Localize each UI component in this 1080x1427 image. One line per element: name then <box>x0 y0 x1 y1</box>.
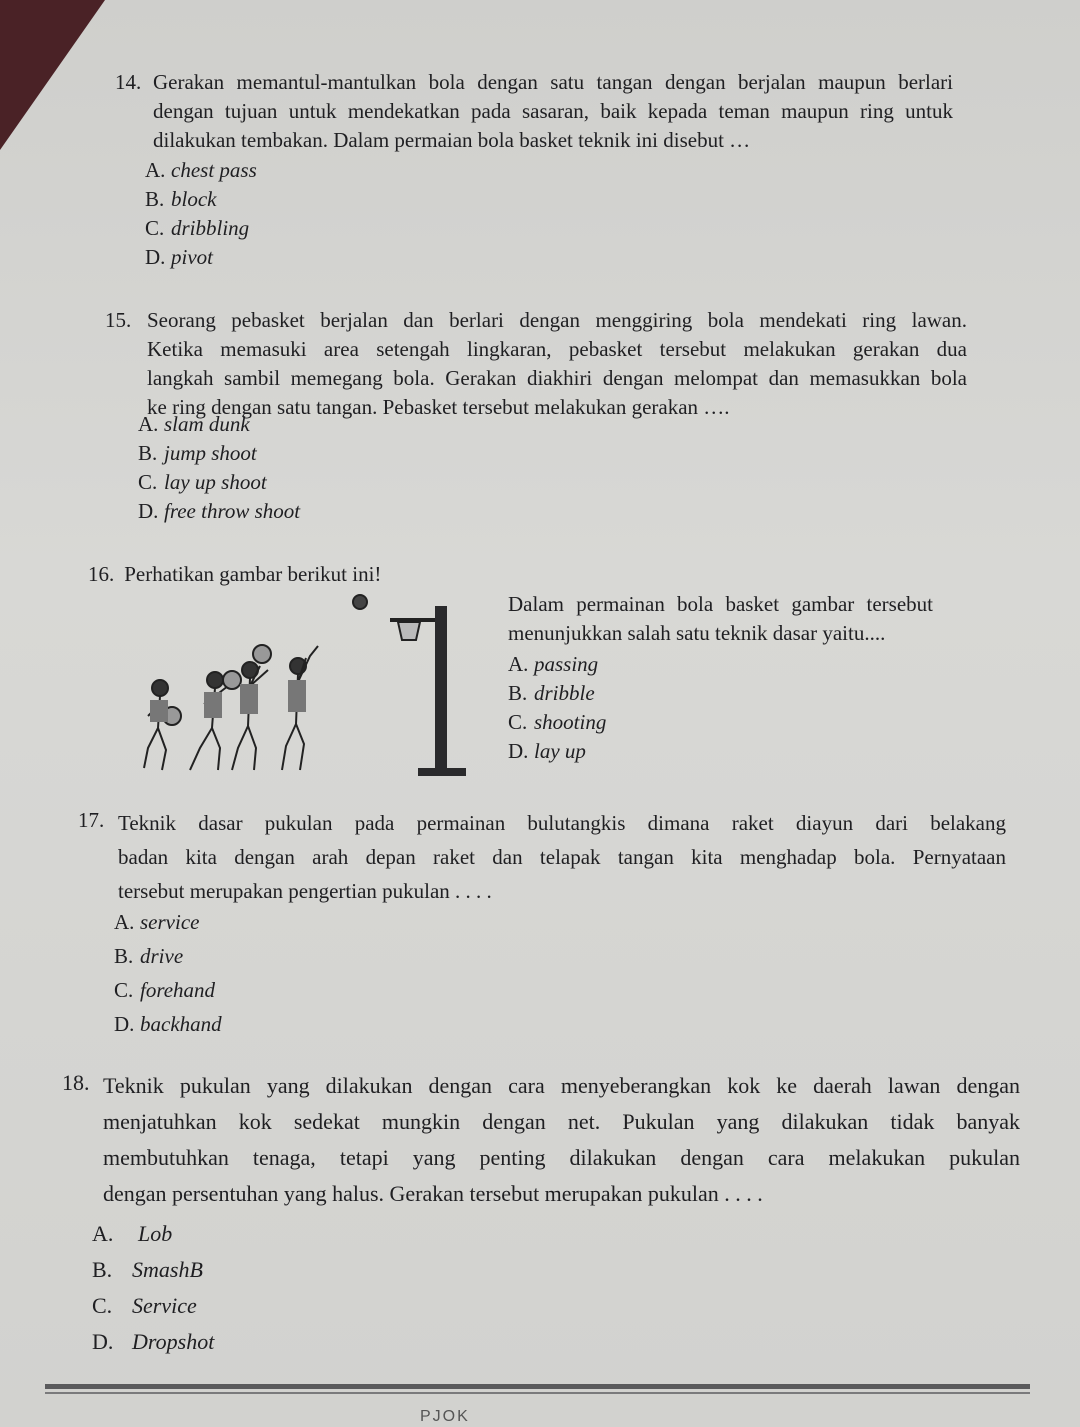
player-figure-3 <box>232 645 271 770</box>
option-b[interactable]: B. jump shoot <box>138 441 257 465</box>
option-a[interactable]: A. passing <box>508 652 599 676</box>
option-b[interactable]: B. drive <box>114 944 184 968</box>
options-15 <box>138 410 300 526</box>
question-text-line: Teknik pukulan yang dilakukan dengan cara menyeberangkan kok ke daerah lawan dengan <box>103 1073 1020 1098</box>
player-figure-4 <box>282 646 318 770</box>
question-16 <box>88 560 381 589</box>
question-text-line: dengan persentuhan yang halus. Gerakan tersebut merupakan pukulan . . . . <box>103 1181 763 1206</box>
question-text-line: dilakukan tembakan. Dalam permaian bola basket teknik ini disebut … <box>153 128 751 152</box>
options-14 <box>145 156 257 272</box>
option-c[interactable]: C. Service <box>92 1293 197 1318</box>
question-text-line: menunjukkan salah satu teknik dasar yaitu.... <box>508 621 886 645</box>
question-intro: Perhatikan gambar berikut ini! <box>124 562 382 586</box>
option-a[interactable]: A. chest pass <box>145 158 257 182</box>
option-b[interactable]: B. SmashB <box>92 1257 203 1282</box>
option-a[interactable]: A. Lob <box>92 1221 173 1246</box>
option-d[interactable]: D. Dropshot <box>92 1329 215 1354</box>
option-d[interactable]: D. free throw shoot <box>138 499 301 523</box>
footer-rule <box>45 1384 1030 1389</box>
question-text-line: Gerakan memantul-mantulkan bola dengan satu tangan dengan berjalan maupun berlari <box>153 70 953 94</box>
question-number: 14. <box>115 70 142 94</box>
question-text-line: ke ring dengan satu tangan. Pebasket tersebut melakukan gerakan …. <box>147 395 730 419</box>
option-a[interactable]: A. service <box>114 910 200 934</box>
option-c[interactable]: C. forehand <box>114 978 216 1002</box>
question-text-line: langkah sambil memegang bola. Gerakan diakhiri dengan melompat dan memasukkan bola <box>147 366 967 390</box>
basketball-shooting-illustration <box>120 588 480 788</box>
page-corner-shadow <box>0 0 105 150</box>
question-text-line: membutuhkan tenaga, tetapi yang penting dilakukan dengan cara melakukan pukulan <box>103 1145 1020 1170</box>
option-c[interactable]: C. shooting <box>508 710 607 734</box>
option-c[interactable]: C. dribbling <box>145 216 250 240</box>
player-figure-1 <box>144 680 181 770</box>
question-text-line: Dalam permainan bola basket gambar tersebut <box>508 592 933 616</box>
question-text-line: Ketika memasuki area setengah lingkaran, pebasket tersebut melakukan gerakan dua <box>147 337 967 361</box>
option-d[interactable]: D. lay up <box>508 739 586 763</box>
option-c[interactable]: C. lay up shoot <box>138 470 267 494</box>
question-number: 15. <box>105 308 132 332</box>
option-d[interactable]: D. pivot <box>145 245 213 269</box>
hoop-pole <box>435 606 447 776</box>
hoop-base <box>418 768 466 776</box>
question-text-line: Seorang pebasket berjalan dan berlari dengan menggiring bola mendekati ring lawan. <box>147 308 967 332</box>
option-b[interactable]: B. block <box>145 187 217 211</box>
question-text-line: Teknik dasar pukulan pada permainan bulutangkis dimana raket diayun dari belakang <box>118 811 1006 835</box>
option-d[interactable]: D. backhand <box>114 1012 222 1036</box>
question-text-line: menjatuhkan kok sedekat mungkin dengan net. Pukulan yang dilakukan tidak banyak <box>103 1109 1020 1134</box>
question-number: 17. <box>78 808 105 832</box>
question-16-body <box>508 590 933 648</box>
player-figure-2 <box>190 671 241 770</box>
hoop-net <box>398 622 420 640</box>
question-number: 16. <box>88 562 115 586</box>
option-a[interactable]: A. slam dunk <box>138 412 250 436</box>
ball-in-air <box>353 595 367 609</box>
question-text-line: tersebut merupakan pengertian pukulan . . . . <box>118 879 492 903</box>
question-text-line: dengan tujuan untuk mendekatkan pada sasaran, baik kepada teman maupun ring untuk <box>153 99 953 123</box>
options-18 <box>92 1216 214 1360</box>
options-17 <box>114 905 222 1041</box>
footer-rule-thin <box>45 1392 1030 1394</box>
footer-label: PJOK <box>420 1408 470 1425</box>
options-16 <box>508 650 606 766</box>
question-text-line: badan kita dengan arah depan raket dan telapak tangan kita menghadap bola. Pernyataan <box>118 845 1006 869</box>
question-number: 18. <box>62 1070 90 1095</box>
option-b[interactable]: B. dribble <box>508 681 595 705</box>
